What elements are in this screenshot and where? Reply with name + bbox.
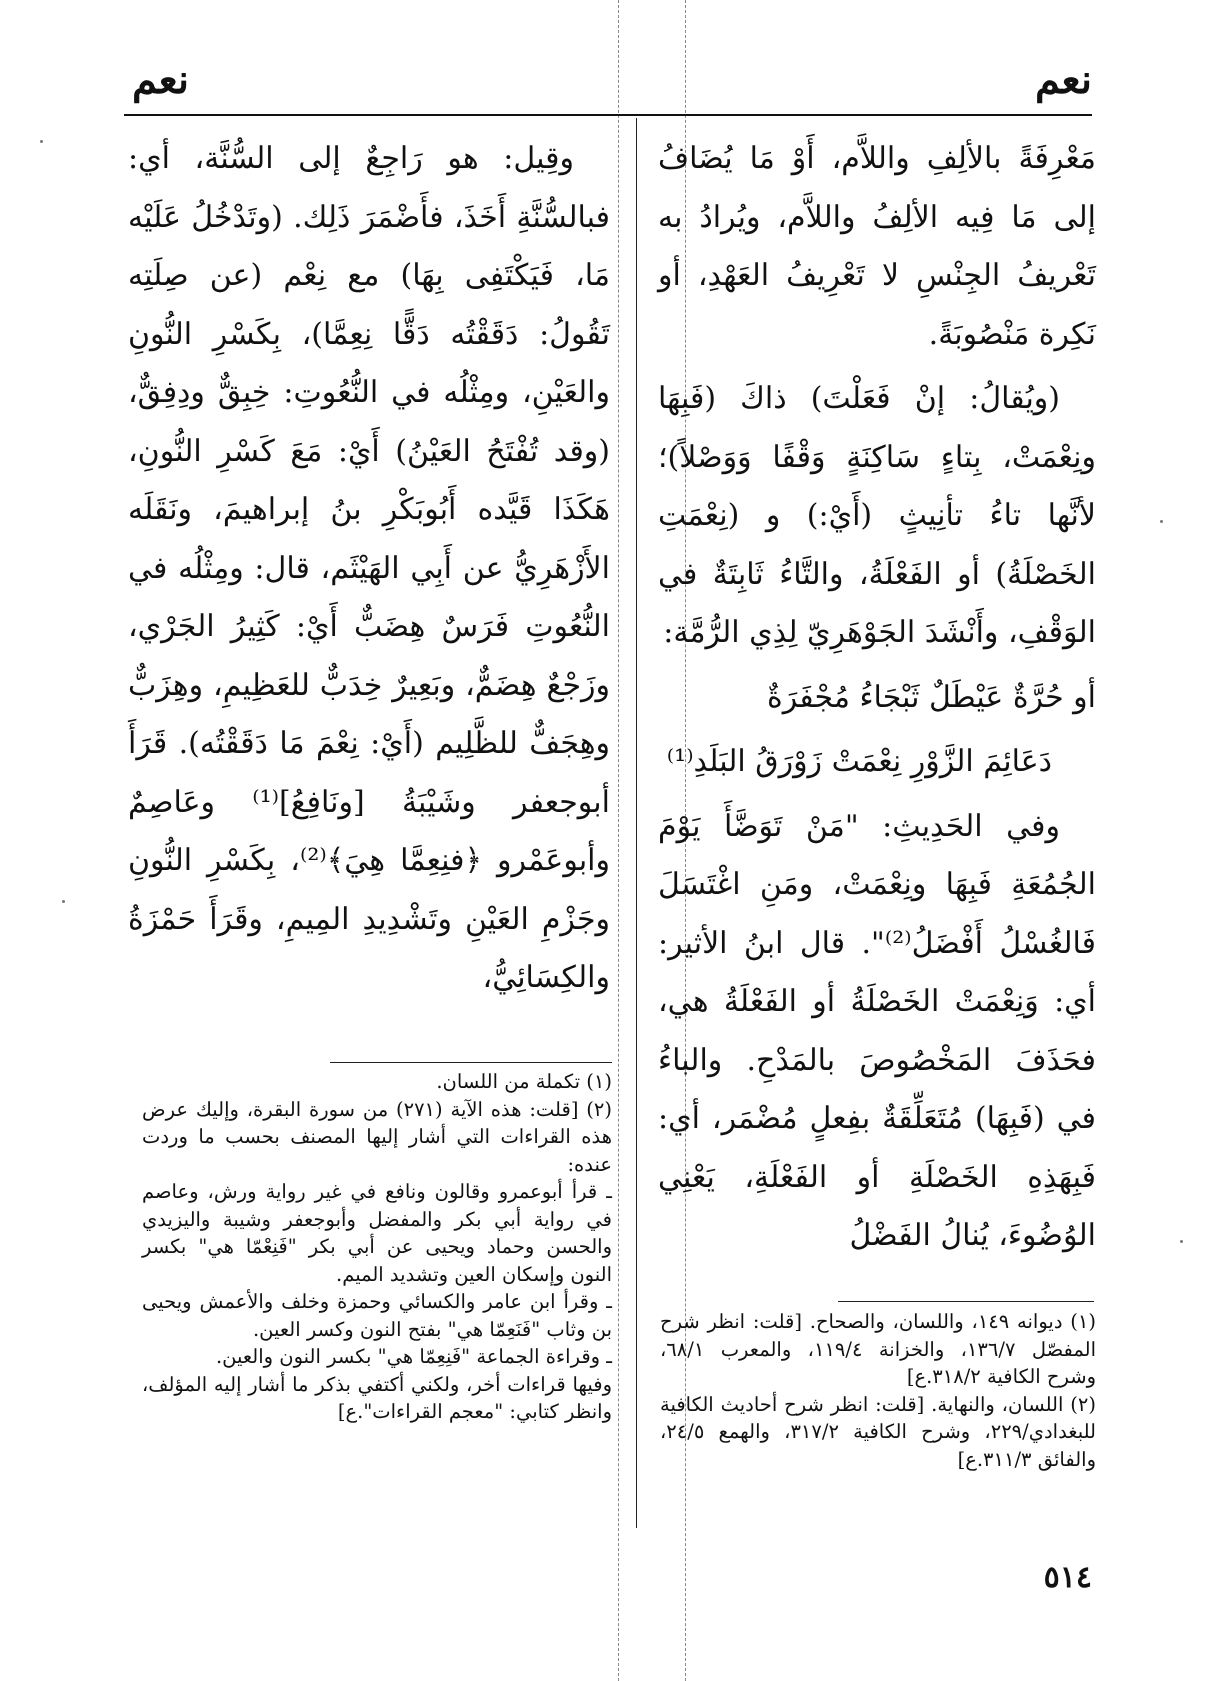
running-headword-right: نعم [1034,56,1092,103]
verse-line: أو حُرَّةٌ عَيْطَلٌ ثَبْجَاءُ مُجْفَرَةٌ [767,679,1096,715]
scan-fold-line [618,0,619,1681]
footnote: (٢) اللسان، والنهاية. [قلت: انظر شرح أحاديث الكافية للبغدادي/٢٢٩، وشرح الكافية ٣١٧/٢، والهمع ٢٤/٥، والفائق ٣١١/٣.ع] [660,1392,1096,1471]
column-separator [636,118,637,1528]
paragraph: وفي الحَدِيثِ: "مَنْ تَوَضَّأَ يَوْمَ الجُمُعَةِ فَبِهَا ونِعْمَتْ، ومَنِ اغْتَسَلَ فَالغُسْلُ أَفْضَلُ⁽²⁾". قال ابنُ الأثير: أي: وَنِعْمَتْ الخَصْلَةُ أو الفَعْلَةُ هي، فحَذَفَ المَخْصُوصَ بالمَدْحِ. والباءُ في (فَبِهَا) مُتَعَلِّقَةٌ بفِعلٍ مُضْمَر، أي: فَبِهَذِهِ الخَصْلَةِ أو الفَعْلَةِ، يَعْنِي الوُضُوءَ، يُنالُ الفَضْلُ [658,808,1096,1253]
paragraph: مَعْرِفَةً بالألِفِ واللاَّم، أَوْ مَا يُضَافُ إلى مَا فِيه الألِفُ واللاَّم، ويُرادُ به تَعْريفُ الجِنْسِ لا تَعْرِيفُ العَهْدِ، أو نَكِرة مَنْصُوبَةً. [658,141,1096,352]
footnote: ـ وقراءة الجماعة "فَنِعِمّا هي" بكسر النون والعين. [215,1345,612,1368]
footnote: (١) ديوانه ١٤٩، واللسان، والصحاح. [قلت: انظر شرح المفصّل ١٣٦/٧، والخزانة ١١٩/٤، والمعرب ٦٨/١، وشرح الكافية ٣١٨/٢.ع] [660,1310,1096,1388]
scan-speck [62,900,65,903]
footnote: ـ وقرأ ابن عامر والكسائي وحمزة وخلف والأعمش ويحيى بن وثاب "فَنَعِمّا هي" بفتح النون وكسر العين. [142,1290,612,1341]
running-headword-left: نعم [132,56,190,103]
page-number: ٥١٤ [1043,1560,1092,1595]
footnote-rule [330,1062,612,1063]
footnote: ـ قرأ أبوعمرو وقالون ونافع في غير رواية ورش، وعاصم في رواية أبي بكر والمفضل وأبوجعفر وشيبة واليزيدي والحسن وحماد ويحيى عن أبي بكر "فَنِعْمّا هي" بكسر النون وإسكان العين وتشديد الميم. [142,1180,612,1286]
footnote: (١) تكملة من اللسان. [436,1070,612,1093]
scan-speck [1180,1240,1183,1243]
header-rule [124,114,1092,116]
footnote-rule [838,1301,1094,1302]
verse-line: دَعَائِمَ الزَّوْرِ نِعْمَتْ زَوْرَقُ البَلَدِ⁽¹⁾ [666,744,1052,779]
footnote: وفيها قراءات أخر، ولكني أكتفي بذكر ما أشار إليه المؤلف، وانظر كتابي: "معجم القراءات".ع] [142,1372,612,1423]
scan-speck [1160,520,1163,523]
scan-speck [40,140,43,143]
right-footnotes [660,1308,1096,1473]
right-column-text [658,130,1096,1272]
left-column-text [128,130,610,1014]
left-footnotes [142,1068,612,1426]
paragraph: (ويُقالُ: إنْ فَعَلْتَ) ذاكَ (فَبِهَا ونِعْمَتْ، بِتاءٍ سَاكِنَةٍ وَقْفًا وَوَصْلاً)؛ لأنَّها تاءُ تأنِيثٍ (أَيْ:) و (نِعْمَتِ الخَصْلَةُ) أو الفَعْلَةُ، والتَّاءُ ثَابِتَةٌ في الوَقْفِ، وأَنْشَدَ الجَوْهَرِيّ لِذِي الرُّمَّة: [658,381,1096,650]
footnote: (٢) [قلت: هذه الآية (٢٧١) من سورة البقرة، وإليك عرض هذه القراءات التي أشار إليها المصنف بحسب ما وردت عنده: [142,1097,612,1176]
paragraph: وقِيل: هو رَاجِعٌ إلى السُّنَّة، أي: فبالسُّنَّةِ أَخَذَ، فأَضْمَرَ ذَلِك. (وتَدْخُلُ عَلَيْه مَا، فَيَكْتَفِى بِهَا) مع نِعْم (عن صِلَتِه تَقُولُ: دَقَقْتُه دَقًّا نِعِمَّا)، بِكَسْرِ النُّونِ والعَيْنِ، ومِثْلُه في النُّعُوتِ: خِبِقٌّ ودِفِقٌّ، (وقد تُفْتَحُ العَيْنُ) أَيْ: مَعَ كَسْرِ النُّونِ، هَكَذَا قَيَّده أَبُوبَكْرِ بنُ إبراهيمَ، ونَقَلَه الأَزْهَرِيُّ عن أَبِي الهَيْثَم، قال: ومِثْلُه في النُّعُوتِ فَرَسٌ هِضَبٌّ أَيْ: كَثِيرُ الجَرْي، وزَجْعٌ هِضَمٌّ، وبَعِيرٌ خِدَبٌّ للعَظِيمِ، وهِزَبٌّ وهِجَفٌّ للظَّلِيم (أَيْ: نِعْمَ مَا دَقَقْتُه). قَرَأَ أبوجعفر وشَيْبَةُ [ونَافِعُ]⁽¹⁾ وعَاصِمٌ وأبوعَمْرو ﴿فنِعِمَّا هِيَ﴾⁽²⁾، بِكَسْرِ النُّونِ وجَزْمِ العَيْنِ وتَشْدِيدِ المِيمِ، وقَرَأَ حَمْزَةُ والكِسَائِيُّ، [128,141,610,995]
